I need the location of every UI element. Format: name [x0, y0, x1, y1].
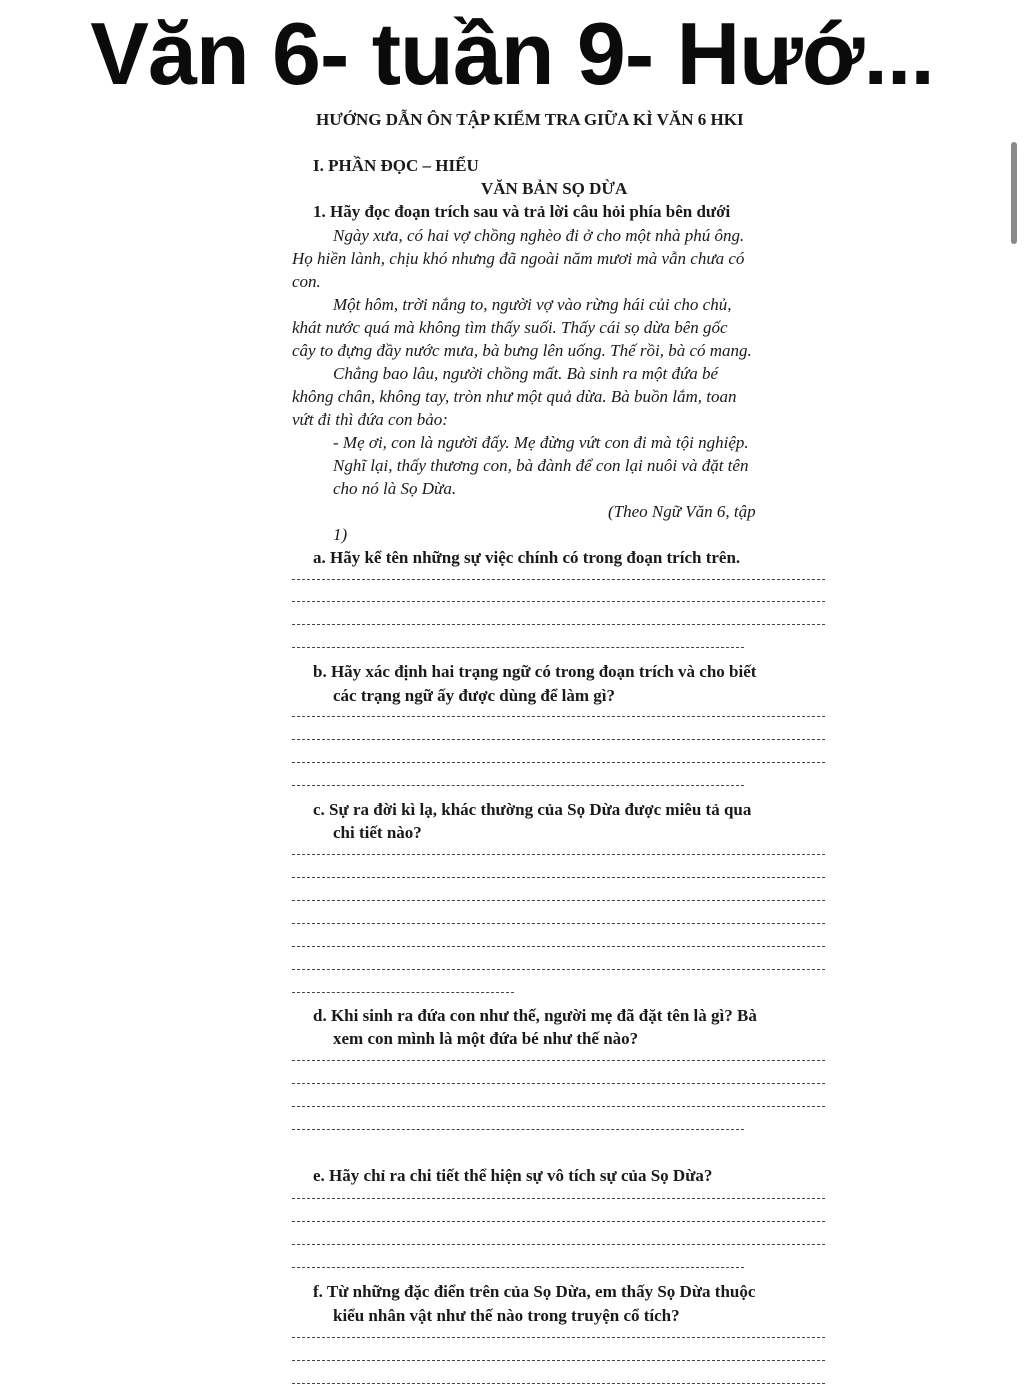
- passage-line: Nghĩ lại, thấy thương con, bà đành để con lại nuôi và đặt tên: [333, 456, 749, 475]
- answer-line[interactable]: [292, 716, 825, 717]
- question-f: f. Từ những đặc điển trên của Sọ Dừa, em thấy Sọ Dừa thuộc: [313, 1282, 756, 1301]
- section-heading: I. PHẦN ĐỌC – HIỂU: [313, 156, 479, 175]
- passage-line: cây to đựng đầy nước mưa, bà bưng lên uống. Thế rồi, bà có mang.: [292, 341, 752, 360]
- question-b-cont: các trạng ngữ ấy được dùng để làm gì?: [333, 686, 615, 705]
- source-citation-cont: 1): [333, 525, 348, 544]
- question-f-cont: kiểu nhân vật như thế nào trong truyện cổ tích?: [333, 1306, 680, 1325]
- passage-line: Ngày xưa, có hai vợ chồng nghèo đi ở cho một nhà phú ông.: [333, 226, 745, 245]
- passage-line: khát nước quá mà không tìm thấy suối. Thấy cái sọ dừa bên gốc: [292, 318, 728, 337]
- page-title: Văn 6- tuần 9- Hướ...: [90, 4, 934, 103]
- answer-line[interactable]: [292, 1383, 825, 1384]
- answer-line[interactable]: [292, 1060, 825, 1061]
- passage-line: - Mẹ ơi, con là người đấy. Mẹ đừng vứt con đi mà tội nghiệp.: [333, 433, 749, 452]
- answer-line[interactable]: [292, 900, 825, 901]
- passage-line: Một hôm, trời nắng to, người vợ vào rừng hái củi cho chủ,: [333, 295, 732, 314]
- question-e: e. Hãy chỉ ra chi tiết thể hiện sự vô tích sự của Sọ Dừa?: [313, 1166, 713, 1185]
- answer-line[interactable]: [292, 739, 825, 740]
- main-heading: HƯỚNG DẪN ÔN TẬP KIỂM TRA GIỮA KÌ VĂN 6 HKI: [316, 110, 744, 129]
- answer-line[interactable]: [292, 1337, 825, 1338]
- instruction: 1. Hãy đọc đoạn trích sau và trả lời câu hỏi phía bên dưới: [313, 202, 731, 221]
- question-d-cont: xem con mình là một đứa bé như thế nào?: [333, 1029, 639, 1048]
- passage-line: vứt đi thì đứa con bảo:: [292, 410, 448, 429]
- answer-line[interactable]: [292, 877, 825, 878]
- answer-line[interactable]: [292, 1244, 825, 1245]
- question-c-cont: chi tiết nào?: [333, 823, 422, 842]
- question-b: b. Hãy xác định hai trạng ngữ có trong đoạn trích và cho biết: [313, 662, 757, 681]
- text-title: VĂN BẢN SỌ DỪA: [481, 179, 628, 198]
- answer-line[interactable]: [292, 1106, 825, 1107]
- answer-line[interactable]: [292, 992, 514, 993]
- passage-line: con.: [292, 272, 321, 291]
- source-citation: (Theo Ngữ Văn 6, tập: [608, 502, 756, 521]
- passage-line: không chân, không tay, tròn như một quả dừa. Bà buồn lắm, toan: [292, 387, 737, 406]
- answer-line[interactable]: [292, 1267, 744, 1268]
- answer-line[interactable]: [292, 785, 744, 786]
- passage-line: cho nó là Sọ Dừa.: [333, 479, 457, 498]
- answer-line[interactable]: [292, 647, 744, 648]
- answer-line[interactable]: [292, 1129, 744, 1130]
- question-a: a. Hãy kể tên những sự việc chính có trong đoạn trích trên.: [313, 548, 741, 567]
- answer-line[interactable]: [292, 1198, 825, 1199]
- passage-line: Chẳng bao lâu, người chồng mất. Bà sinh ra một đứa bé: [333, 364, 719, 383]
- answer-line[interactable]: [292, 854, 825, 855]
- answer-line[interactable]: [292, 579, 825, 580]
- answer-line[interactable]: [292, 624, 825, 625]
- answer-line[interactable]: [292, 601, 825, 602]
- question-c: c. Sự ra đời kì lạ, khác thường của Sọ Dừa được miêu tả qua: [313, 800, 752, 819]
- answer-line[interactable]: [292, 969, 825, 970]
- answer-line[interactable]: [292, 923, 825, 924]
- answer-line[interactable]: [292, 1360, 825, 1361]
- answer-line[interactable]: [292, 946, 825, 947]
- passage-line: Họ hiền lành, chịu khó nhưng đã ngoài năm mươi mà vẫn chưa có: [292, 249, 745, 268]
- answer-line[interactable]: [292, 1083, 825, 1084]
- answer-line[interactable]: [292, 762, 825, 763]
- answer-line[interactable]: [292, 1221, 825, 1222]
- scrollbar[interactable]: [1011, 142, 1017, 244]
- question-d: d. Khi sinh ra đứa con như thế, người mẹ đã đặt tên là gì? Bà: [313, 1006, 757, 1025]
